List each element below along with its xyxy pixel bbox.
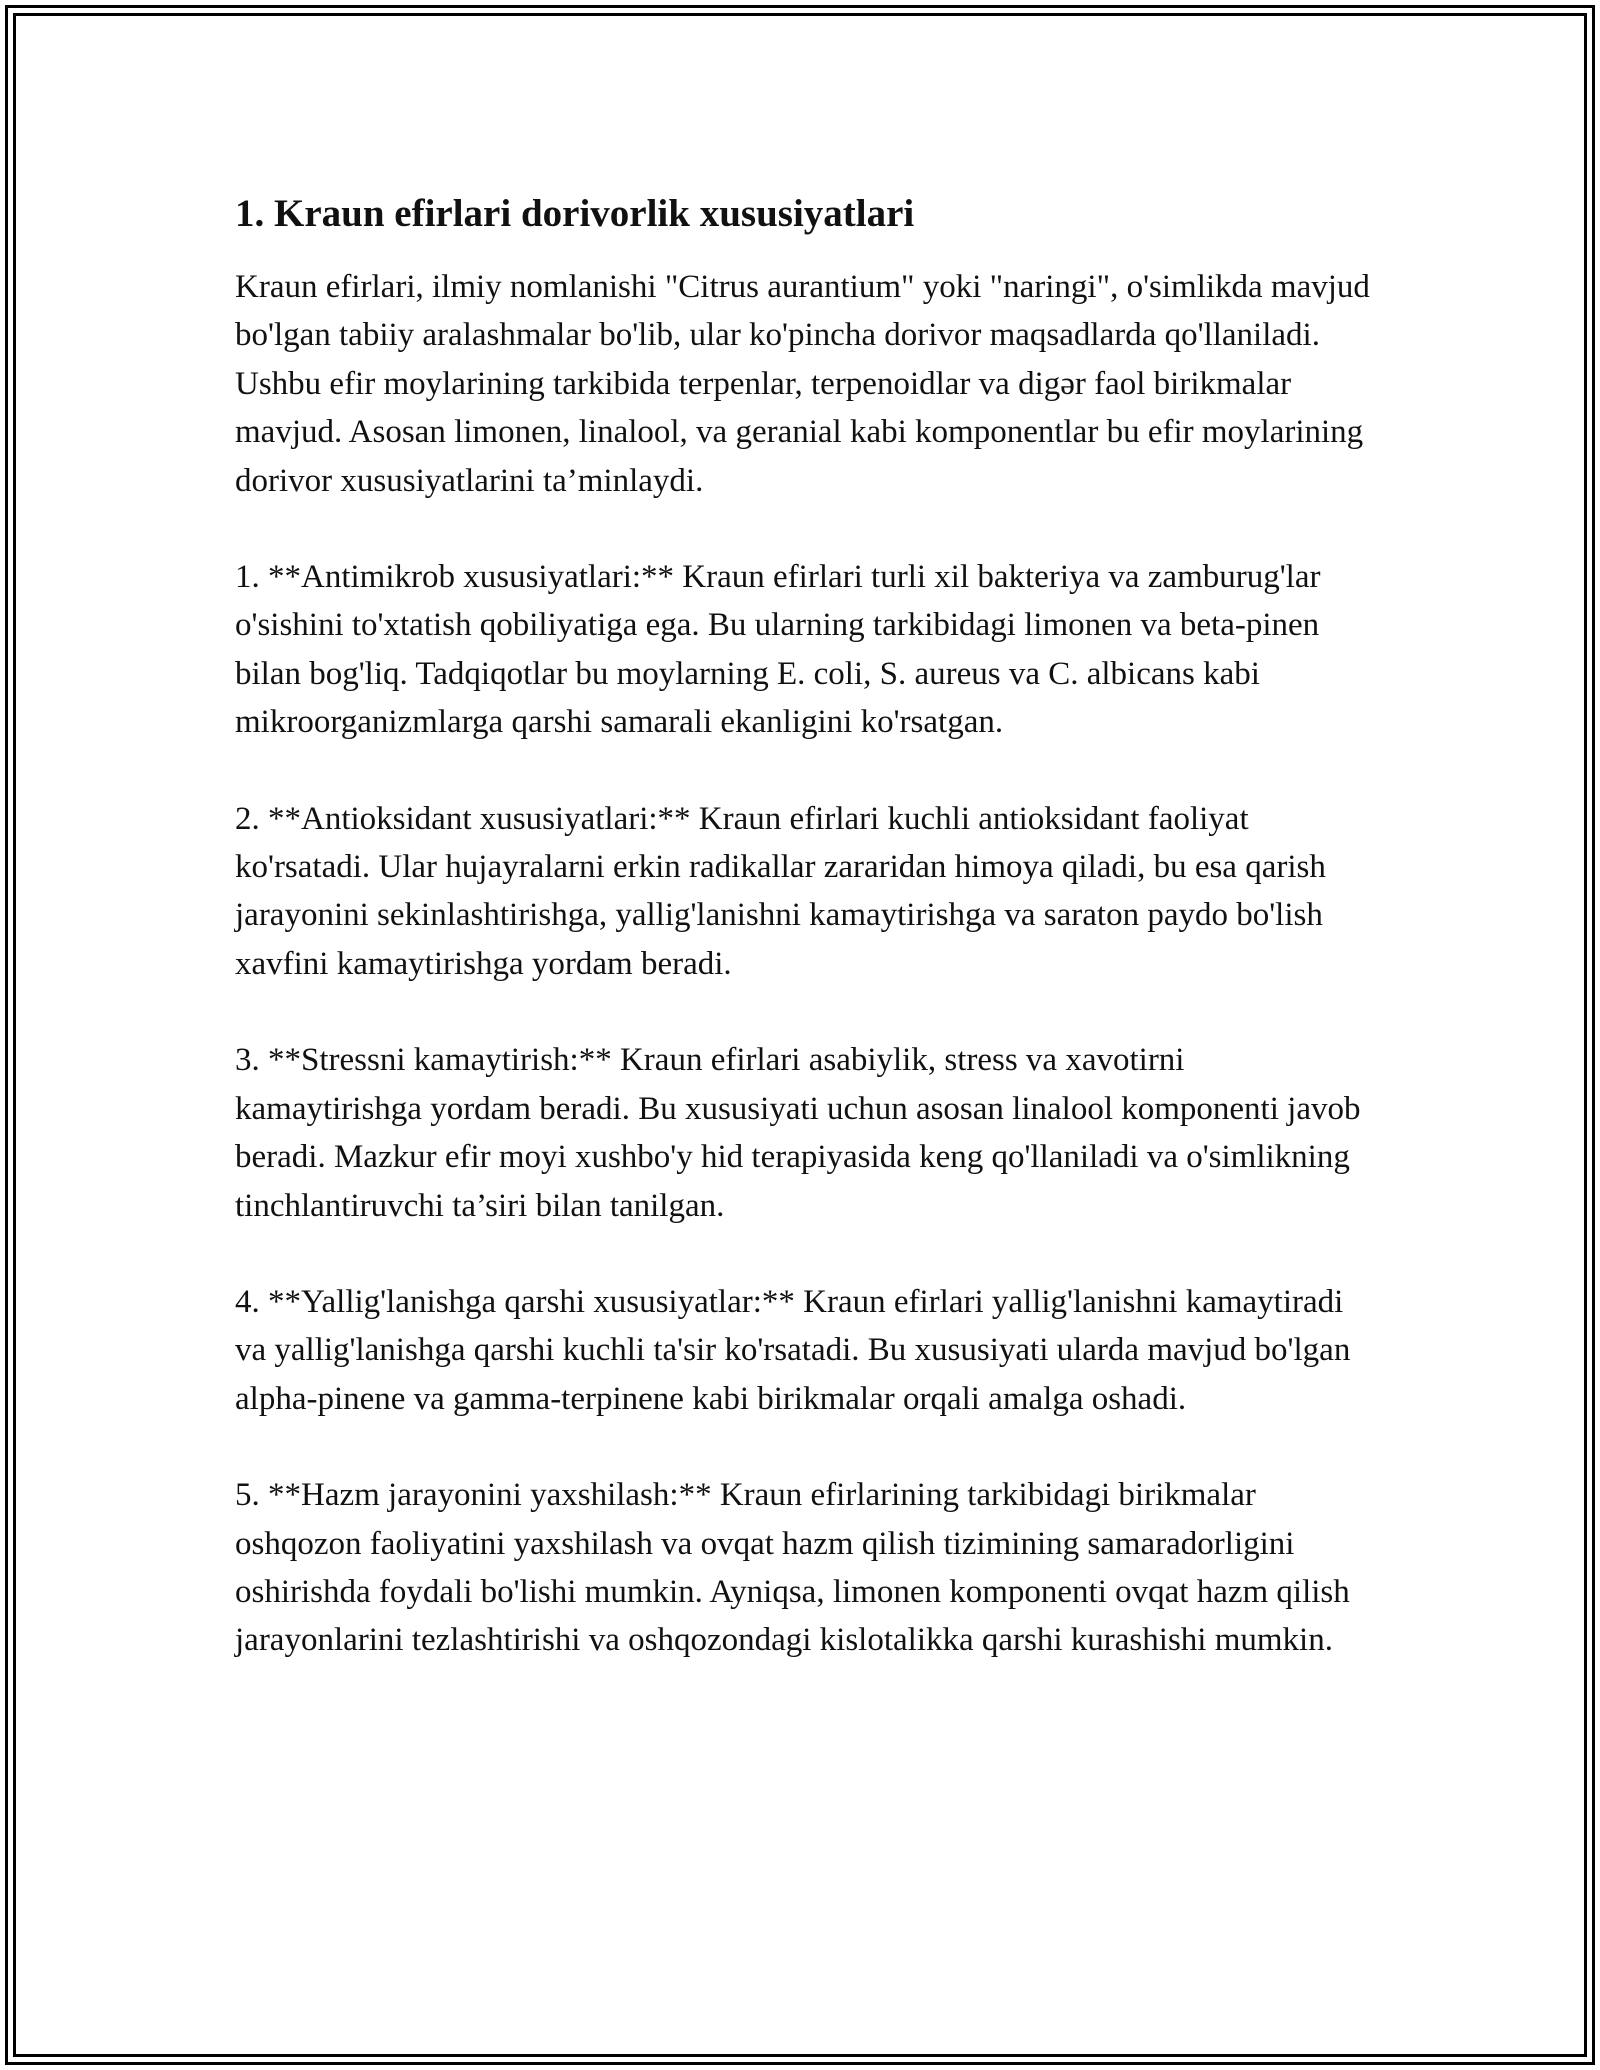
digestion-paragraph: 5. **Hazm jarayonini yaxshilash:** Kraun efirlarining tarkibidagi birikmalar oshqozon faoliyatini yaxshilash va ovqat hazm qilish tizimining samaradorligini oshirishda foydali bo'lishi mumkin. Ayniqsa, limonen komponenti ovqat hazm qilish jarayonlarini tezlashtirishi va oshqozondagi kislotalikka qarshi kurashishi mumkin. bbox=[235, 1477, 1350, 1659]
antimicrobial-paragraph: 1. **Antimikrob xususiyatlari:** Kraun efirlari turli xil bakteriya va zamburug'lar o'sishini to'xtatish qobiliyatiga ega. Bu ularning tarkibidagi limonen va beta-pinen bilan bog'liq. Tadqiqotlar bu moylarning E. coli, S. aureus va C. albicans kabi mikroorganizmlarga qarshi samarali ekanligini ko'rsatgan. bbox=[235, 559, 1321, 741]
stress-paragraph: 3. **Stressni kamaytirish:** Kraun efirlari asabiylik, stress va xavotirni kamaytirishga yordam beradi. Bu xususiyati uchun asosan linalool komponenti javob beradi. Mazkur efir moyi xushbo'y hid terapiyasida keng qo'llaniladi va o'simlikning tinchlantiruvchi ta’siri bilan tanilgan. bbox=[235, 1042, 1361, 1224]
document-title: 1. Kraun efirlari dorivorlik xususiyatlari bbox=[235, 192, 915, 235]
intro-paragraph: Kraun efirlari, ilmiy nomlanishi "Citrus aurantium" yoki "naringi", o'simlikda mavjud bo'lgan tabiiy aralashmalar bo'lib, ular ko'pincha dorivor maqsadlarda qo'llaniladi. Ushbu efir moylarining tarkibida terpenlar, terpenoidlar va digər faol birikmalar mavjud. Asosan limonen, linalool, va geranial kabi komponentlar bu efir moylarining dorivor xususiyatlarini ta’minlaydi. bbox=[235, 269, 1370, 499]
antioxidant-paragraph: 2. **Antioksidant xususiyatlari:** Kraun efirlari kuchli antioksidant faoliyat ko'rsatadi. Ular hujayralarni erkin radikallar zararidan himoya qiladi, bu esa qarish jarayonini sekinlashtirishga, yallig'lanishni kamaytirishga va saraton paydo bo'lish xavfini kamaytirishga yordam beradi. bbox=[235, 800, 1326, 982]
anti-inflammatory-paragraph: 4. **Yallig'lanishga qarshi xususiyatlar:** Kraun efirlari yallig'lanishni kamaytiradi va yallig'lanishga qarshi kuchli ta'sir ko'rsatadi. Bu xususiyati ularda mavjud bo'lgan alpha-pinene va gamma-terpinene kabi birikmalar orqali amalga oshadi. bbox=[235, 1283, 1351, 1417]
document-body bbox=[235, 185, 1370, 1713]
